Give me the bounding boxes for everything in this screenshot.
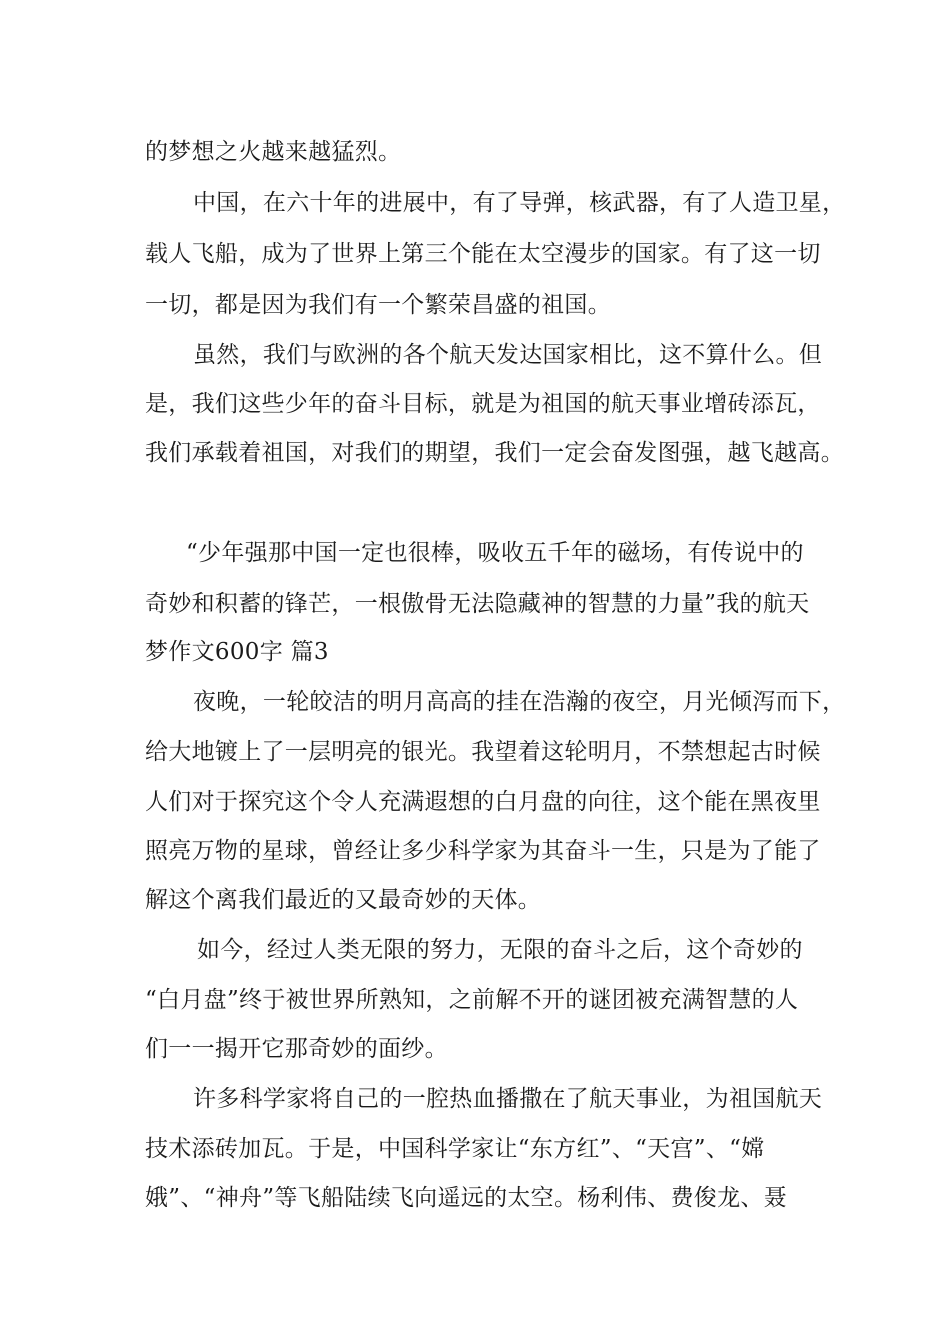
paragraph-7-line-3: 娥”、“神舟”等飞船陆续飞向遥远的太空。杨利伟、费俊龙、聂 (145, 1185, 787, 1211)
paragraph-1-line-1: 的梦想之火越来越猛烈。 (145, 139, 402, 165)
paragraph-3-line-1: 虽然，我们与欧洲的各个航天发达国家相比，这不算什么。但 (193, 342, 823, 368)
paragraph-4-line-3: 梦作文600字 篇3 (145, 639, 329, 665)
paragraph-2-line-1: 中国，在六十年的进展中，有了导弹，核武器，有了人造卫星， (193, 190, 846, 216)
paragraph-5-line-1: 夜晚，一轮皎洁的明月高高的挂在浩瀚的夜空，月光倾泻而下， (193, 689, 846, 715)
paragraph-2-line-2: 载人飞船，成为了世界上第三个能在太空漫步的国家。有了这一切 (145, 241, 821, 267)
paragraph-6-line-2: “白月盘”终于被世界所熟知，之前解不开的谜团被充满智慧的人 (145, 987, 799, 1013)
paragraph-7-line-2: 技术添砖加瓦。于是，中国科学家让“东方红”、“天宫”、“嫦 (145, 1136, 765, 1162)
paragraph-6-line-1: 如今，经过人类无限的努力，无限的奋斗之后，这个奇妙的 (197, 937, 803, 963)
paragraph-5-line-4: 照亮万物的星球，曾经让多少科学家为其奋斗一生，只是为了能了 (145, 838, 821, 864)
paragraph-6-line-3: 们一一揭开它那奇妙的面纱。 (145, 1036, 448, 1062)
paragraph-5-line-5: 解这个离我们最近的又最奇妙的天体。 (145, 887, 542, 913)
paragraph-4-line-1: “少年强那中国一定也很棒，吸收五千年的磁场，有传说中的 (186, 540, 804, 566)
paragraph-4-line-2: 奇妙和积蓄的锋芒，一根傲骨无法隐藏神的智慧的力量”我的航天 (145, 591, 810, 617)
paragraph-5-line-2: 给大地镀上了一层明亮的银光。我望着这轮明月，不禁想起古时候 (145, 739, 821, 765)
paragraph-7-line-1: 许多科学家将自己的一腔热血播撒在了航天事业，为祖国航天 (193, 1086, 823, 1112)
paragraph-3-line-2: 是，我们这些少年的奋斗目标，就是为祖国的航天事业增砖添瓦， (145, 391, 821, 417)
paragraph-3-line-3: 我们承载着祖国，对我们的期望，我们一定会奋发图强，越飞越高。 (145, 440, 844, 466)
paragraph-2-line-3: 一切，都是因为我们有一个繁荣昌盛的祖国。 (145, 292, 611, 318)
paragraph-5-line-3: 人们对于探究这个令人充满遐想的白月盘的向往，这个能在黑夜里 (145, 789, 821, 815)
